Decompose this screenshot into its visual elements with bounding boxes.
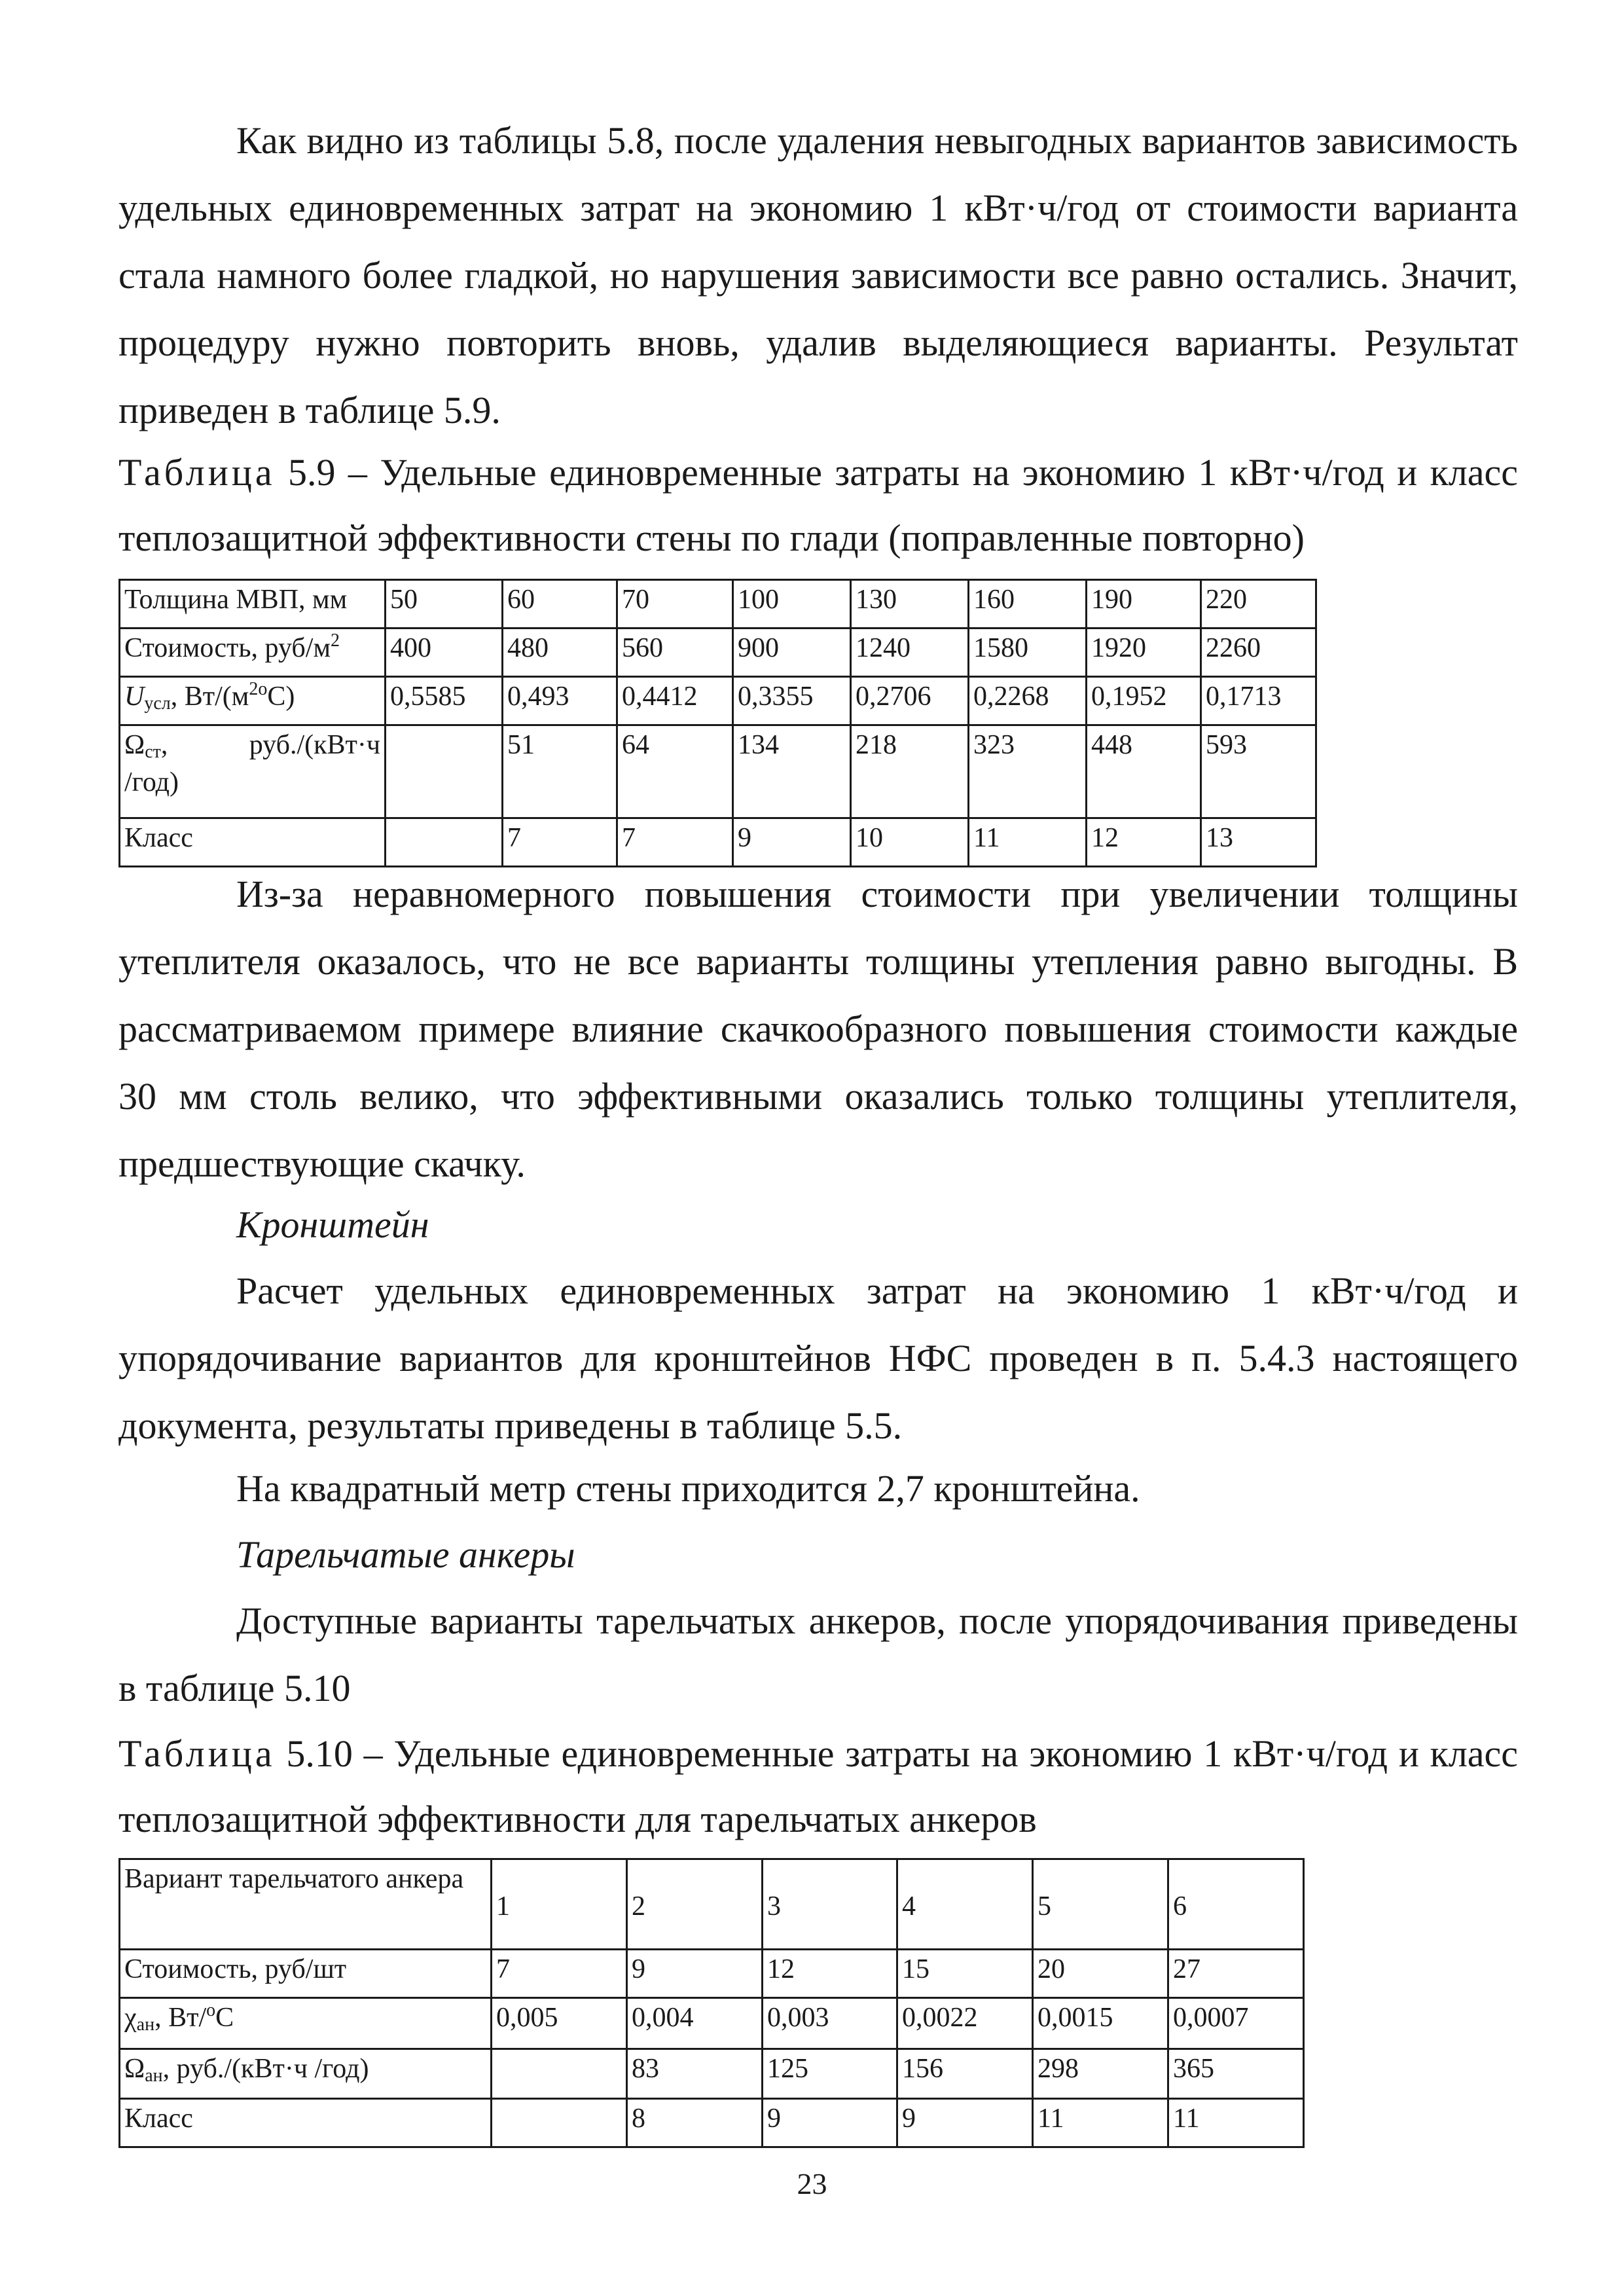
table-cell: 51 (503, 725, 617, 818)
unit-text: , Вт/(м (170, 682, 249, 712)
table-cell: 448 (1087, 725, 1201, 818)
table-cell: 11 (1033, 2099, 1168, 2147)
table-cell: 13 (1201, 818, 1316, 867)
table-cell: 12 (763, 1950, 897, 1998)
table-5-9-row-cost (120, 629, 1316, 677)
symbol-chi: χ (124, 2003, 137, 2033)
table-cell: 7 (503, 818, 617, 867)
table-cell: 480 (503, 629, 617, 677)
table-cell (386, 818, 503, 867)
table-5-9-caption (118, 440, 1518, 571)
table-5-10 (118, 1858, 1305, 2148)
table-cell: 27 (1168, 1950, 1304, 1998)
symbol-omega: Ω (124, 2054, 145, 2084)
table-cell: 11 (969, 818, 1087, 867)
table-cell: 64 (617, 725, 733, 818)
table-cell (386, 725, 503, 818)
table-cell: 0,493 (503, 677, 617, 725)
table-cell: 0,003 (763, 1998, 897, 2049)
row-label: Стоимость, руб/шт (120, 1950, 492, 1998)
table-cell: 83 (627, 2049, 763, 2099)
table-cell: 0,004 (627, 1998, 763, 2049)
table-cell: 218 (851, 725, 969, 818)
table-cell: 4 (897, 1859, 1033, 1950)
comma: , (160, 730, 168, 760)
table-5-10-row-omega (120, 2049, 1304, 2099)
table-5-10-caption (118, 1721, 1518, 1852)
table-cell: 11 (1168, 2099, 1304, 2147)
table-cell: 0,1952 (1087, 677, 1201, 725)
heading-bracket: Кронштейн (236, 1203, 429, 1246)
table-cell: 160 (969, 580, 1087, 629)
table-cell: 9 (627, 1950, 763, 1998)
unit-text: С) (267, 682, 295, 712)
table-cell: 12 (1087, 818, 1201, 867)
row-label (120, 1998, 492, 2049)
table-5-10-row-chi (120, 1998, 1304, 2049)
row-label (120, 725, 386, 818)
row-label (120, 677, 386, 725)
table-cell: 8 (627, 2099, 763, 2147)
subscript: ст (145, 742, 161, 762)
symbol-u: U (124, 682, 145, 712)
table-cell: 156 (897, 2049, 1033, 2099)
superscript: 2о (249, 679, 268, 699)
superscript: о (206, 2000, 216, 2020)
table-cell: 3 (763, 1859, 897, 1950)
table-cell: 190 (1087, 580, 1201, 629)
paragraph-anchors: Доступные варианты тарельчатых анкеров, после упорядочивания приведены в таблице 5.10 (118, 1599, 1518, 1709)
table-cell: 1 (492, 1859, 627, 1950)
table-cell: 9 (763, 2099, 897, 2147)
table-cell: 220 (1201, 580, 1316, 629)
table-5-9-caption-text: 5.9 – Удельные единовременные затраты на экономию 1 кВт·ч/год и класс теплозащитной эффективности стены по глади (поправленные повторно) (118, 451, 1518, 559)
table-cell: 0,4412 (617, 677, 733, 725)
table-5-10-row-variant (120, 1859, 1304, 1950)
table-cell: 1580 (969, 629, 1087, 677)
subscript: ан (145, 2066, 163, 2086)
paragraph-intro: Как видно из таблицы 5.8, после удаления невыгодных вариантов зависимость удельных единовременных затрат на экономию 1 кВт·ч/год от стоимости варианта стала намного более гладкой, но нарушения зависимости все равно остались. Значит, процедуру нужно повторить вновь, удалив выделяющиеся варианты. Результат приведен в таблице 5.9. (118, 119, 1518, 431)
table-5-9 (118, 579, 1317, 867)
unit-text: , Вт/ (154, 2003, 207, 2033)
paragraph-uneven-cost: Из-за неравномерного повышения стоимости при увеличении толщины утеплителя оказалось, что не все варианты толщины утепления равно выгодны. В рассматриваемом примере влияние скачкообразного повышения стоимости каждые 30 мм столь велико, что эффективными оказались только толщины утеплителя, предшествующие скачку. (118, 873, 1518, 1185)
row-label (120, 629, 386, 677)
unit-text: /год) (124, 767, 179, 797)
row-label: Класс (120, 818, 386, 867)
page-number: 23 (797, 2167, 827, 2200)
table-cell: 298 (1033, 2049, 1168, 2099)
table-cell: 5 (1033, 1859, 1168, 1950)
table-cell: 9 (897, 2099, 1033, 2147)
table-5-10-row-class (120, 2099, 1304, 2147)
unit-text: С (215, 2003, 234, 2033)
table-cell: 6 (1168, 1859, 1304, 1950)
table-cell: 9 (733, 818, 851, 867)
table-5-10-caption-text: 5.10 – Удельные единовременные затраты на экономию 1 кВт·ч/год и класс теплозащитной эффективности для тарельчатых анкеров (118, 1732, 1518, 1840)
table-cell: 0,0007 (1168, 1998, 1304, 2049)
table-cell: 323 (969, 725, 1087, 818)
table-cell: 0,2706 (851, 677, 969, 725)
paragraph-bracket: Расчет удельных единовременных затрат на экономию 1 кВт·ч/год и упорядочивание вариантов для кронштейнов НФС проведен в п. 5.4.3 настоящего документа, результаты приведены в таблице 5.5. (118, 1269, 1518, 1447)
table-cell: 70 (617, 580, 733, 629)
table-cell (492, 2099, 627, 2147)
table-cell: 365 (1168, 2049, 1304, 2099)
heading-anchors: Тарельчатые анкеры (236, 1533, 575, 1576)
table-cell: 100 (733, 580, 851, 629)
table-cell: 125 (763, 2049, 897, 2099)
table-cell: 50 (386, 580, 503, 629)
table-cell: 0,1713 (1201, 677, 1316, 725)
table-5-9-row-u (120, 677, 1316, 725)
table-cell: 15 (897, 1950, 1033, 1998)
table-5-9-caption-label: Таблица (118, 451, 276, 494)
table-5-9-row-class (120, 818, 1316, 867)
table-cell: 0,5585 (386, 677, 503, 725)
table-cell: 60 (503, 580, 617, 629)
table-cell: 560 (617, 629, 733, 677)
table-cell: 1240 (851, 629, 969, 677)
table-cell: 593 (1201, 725, 1316, 818)
table-cell: 130 (851, 580, 969, 629)
table-cell: 2260 (1201, 629, 1316, 677)
table-cell: 0,0022 (897, 1998, 1033, 2049)
table-cell: 7 (617, 818, 733, 867)
table-5-9-row-thickness (120, 580, 1316, 629)
symbol-omega: Ω (124, 730, 145, 760)
table-cell: 0,005 (492, 1998, 627, 2049)
row-label: Класс (120, 2099, 492, 2147)
table-cell: 0,2268 (969, 677, 1087, 725)
table-cell: 20 (1033, 1950, 1168, 1998)
unit-text: , руб./(кВт·ч /год) (162, 2054, 369, 2084)
table-cell: 10 (851, 818, 969, 867)
table-cell: 1920 (1087, 629, 1201, 677)
table-5-10-caption-label: Таблица (118, 1732, 276, 1775)
paragraph-per-square-meter: На квадратный метр стены приходится 2,7 кронштейна. (236, 1467, 1140, 1510)
table-cell: 400 (386, 629, 503, 677)
unit-text: руб./(кВт·ч (249, 730, 380, 760)
table-cell: 0,3355 (733, 677, 851, 725)
subscript: усл (144, 693, 171, 714)
row-label-text: Стоимость, руб/м (124, 633, 331, 663)
subscript: ан (136, 2014, 155, 2035)
row-label (120, 2049, 492, 2099)
table-cell: 134 (733, 725, 851, 818)
row-label: Вариант тарельчатого анкера (120, 1859, 492, 1950)
superscript: 2 (331, 630, 340, 651)
table-cell: 900 (733, 629, 851, 677)
table-cell: 0,0015 (1033, 1998, 1168, 2049)
row-label: Толщина МВП, мм (120, 580, 386, 629)
table-cell: 7 (492, 1950, 627, 1998)
table-cell: 2 (627, 1859, 763, 1950)
table-5-10-row-cost (120, 1950, 1304, 1998)
table-cell (492, 2049, 627, 2099)
table-5-9-row-omega (120, 725, 1316, 818)
